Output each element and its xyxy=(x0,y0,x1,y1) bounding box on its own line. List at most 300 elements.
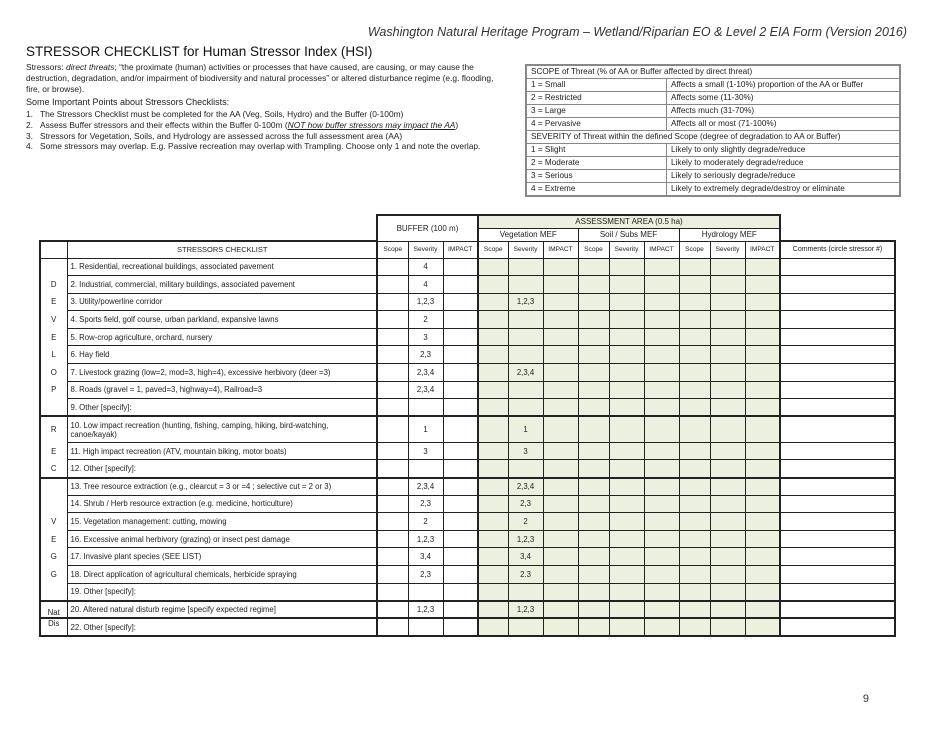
table-row xyxy=(40,328,895,346)
buffer-impact-cell xyxy=(443,530,478,548)
point-number: 4. xyxy=(26,141,33,152)
hydro-scope-cell xyxy=(679,416,710,442)
point-text: The Stressors Checklist must be completed for the AA (Veg, Soils, Hydro) and the Buffer (0-100m) xyxy=(40,109,404,119)
table-row xyxy=(40,276,895,294)
soil-scope-cell xyxy=(578,618,609,636)
veg-impact-cell xyxy=(543,566,578,584)
veg-severity-cell: 2 xyxy=(508,513,543,531)
soil-scope-cell xyxy=(578,416,609,442)
scope-row xyxy=(526,105,900,118)
hydro-severity-cell xyxy=(710,618,745,636)
soil-impact-cell xyxy=(644,478,679,496)
scope-heading-cell xyxy=(526,65,900,79)
stressor-label: 11. High impact recreation (ATV, mountain biking, motor boats) xyxy=(67,442,377,460)
buffer-scope-cell xyxy=(377,328,408,346)
buffer-scope-cell xyxy=(377,495,408,513)
scope-row-description: Affects much (31-70%) xyxy=(667,105,901,118)
soil-impact-cell xyxy=(644,583,679,601)
col-scope-header: Scope xyxy=(377,241,408,258)
veg-scope-cell xyxy=(478,460,508,478)
soil-impact-cell xyxy=(644,442,679,460)
header-spacer xyxy=(40,228,377,241)
stressor-label: 5. Row-crop agriculture, orchard, nursery xyxy=(67,328,377,346)
buffer-scope-cell xyxy=(377,416,408,442)
stressor-label: 2. Industrial, commercial, military buildings, associated pavement xyxy=(67,276,377,294)
page-title: STRESSOR CHECKLIST for Human Stressor Index (HSI) xyxy=(26,44,373,59)
veg-impact-cell xyxy=(543,495,578,513)
buffer-scope-cell xyxy=(377,346,408,364)
category-letter: L xyxy=(40,346,67,364)
header-row-1 xyxy=(40,215,895,228)
veg-impact-cell xyxy=(543,328,578,346)
soil-severity-cell xyxy=(609,399,644,417)
soil-severity-cell xyxy=(609,618,644,636)
table-row xyxy=(40,548,895,566)
veg-severity-cell xyxy=(508,328,543,346)
table-row xyxy=(40,293,895,311)
severity-row-description: Likely to seriously degrade/reduce xyxy=(667,170,901,183)
hydro-impact-cell xyxy=(745,601,780,619)
soil-scope-cell xyxy=(578,399,609,417)
header-spacer xyxy=(40,215,377,228)
category-letter: E xyxy=(40,328,67,346)
stressor-label: 6. Hay field xyxy=(67,346,377,364)
buffer-impact-cell xyxy=(443,399,478,417)
soil-impact-cell xyxy=(644,399,679,417)
table-row xyxy=(40,311,895,329)
soil-impact-cell xyxy=(644,530,679,548)
severity-row xyxy=(526,183,900,197)
hydro-impact-cell xyxy=(745,381,780,399)
stressor-label: 17. Invasive plant species (SEE LIST) xyxy=(67,548,377,566)
soil-severity-cell xyxy=(609,478,644,496)
comments-cell xyxy=(780,381,895,399)
buffer-header: BUFFER (100 m) xyxy=(377,215,478,241)
veg-impact-cell xyxy=(543,293,578,311)
severity-row-level: 4 = Extreme xyxy=(526,183,667,197)
hydro-severity-cell xyxy=(710,346,745,364)
category-letter: V xyxy=(40,311,67,329)
buffer-impact-cell xyxy=(443,293,478,311)
stressors-label: Stressors xyxy=(26,62,62,72)
soil-severity-cell xyxy=(609,328,644,346)
soil-scope-cell xyxy=(578,601,609,619)
veg-severity-cell xyxy=(508,258,543,276)
hydro-severity-cell xyxy=(710,513,745,531)
severity-row xyxy=(526,144,900,157)
hydro-impact-cell xyxy=(745,530,780,548)
veg-severity-cell xyxy=(508,399,543,417)
comments-cell xyxy=(780,328,895,346)
buffer-scope-cell xyxy=(377,442,408,460)
header-spacer-right xyxy=(780,215,895,228)
comments-header: Comments (circle stressor #) xyxy=(780,241,895,258)
comments-cell xyxy=(780,566,895,584)
comments-cell xyxy=(780,495,895,513)
soil-severity-cell xyxy=(609,460,644,478)
soil-severity-cell xyxy=(609,513,644,531)
stressor-label: 20. Altered natural disturb regime [specify expected regime] xyxy=(67,601,377,619)
veg-severity-cell xyxy=(508,276,543,294)
buffer-scope-cell xyxy=(377,513,408,531)
severity-row xyxy=(526,170,900,183)
table-row xyxy=(40,513,895,531)
category-letter xyxy=(40,399,67,417)
comments-cell xyxy=(780,416,895,442)
severity-row-description: Likely to moderately degrade/reduce xyxy=(667,157,901,170)
stressor-checklist-table xyxy=(39,214,896,637)
point-number: 3. xyxy=(26,130,33,141)
col-severity-header: Severity xyxy=(408,241,443,258)
hydro-severity-cell xyxy=(710,530,745,548)
soil-severity-cell xyxy=(609,364,644,382)
hydro-impact-cell xyxy=(745,258,780,276)
buffer-scope-cell xyxy=(377,293,408,311)
aa-header: ASSESSMENT AREA (0.5 ha) xyxy=(478,215,780,228)
hydro-scope-cell xyxy=(679,530,710,548)
soil-impact-cell xyxy=(644,416,679,442)
hydro-scope-cell xyxy=(679,601,710,619)
hydro-impact-cell xyxy=(745,328,780,346)
buffer-severity-cell: 2,3,4 xyxy=(408,364,443,382)
veg-severity-cell: 2.3 xyxy=(508,566,543,584)
buffer-impact-cell xyxy=(443,364,478,382)
veg-impact-cell xyxy=(543,311,578,329)
scope-row xyxy=(526,92,900,105)
col-scope-header: Scope xyxy=(578,241,609,258)
veg-scope-cell xyxy=(478,530,508,548)
soil-scope-cell xyxy=(578,364,609,382)
hydro-impact-cell xyxy=(745,513,780,531)
buffer-severity-cell: 2,3 xyxy=(408,566,443,584)
comments-cell xyxy=(780,530,895,548)
comments-cell xyxy=(780,583,895,601)
buffer-severity-cell: 3 xyxy=(408,442,443,460)
severity-heading-rest: within the defined Scope (degree of degradation to AA or Buffer) xyxy=(606,132,841,141)
veg-scope-cell xyxy=(478,495,508,513)
hydro-severity-cell xyxy=(710,276,745,294)
soil-severity-cell xyxy=(609,442,644,460)
veg-scope-cell xyxy=(478,399,508,417)
veg-severity-cell xyxy=(508,346,543,364)
severity-row-level: 3 = Serious xyxy=(526,170,667,183)
category-letter: E xyxy=(40,293,67,311)
hydro-severity-cell xyxy=(710,293,745,311)
soil-impact-cell xyxy=(644,258,679,276)
buffer-severity-cell xyxy=(408,460,443,478)
hydro-severity-cell xyxy=(710,328,745,346)
page-number: 9 xyxy=(862,693,869,705)
hydro-severity-cell xyxy=(710,495,745,513)
stressor-label: 22. Other [specify]: xyxy=(67,618,377,636)
hydro-scope-cell xyxy=(679,346,710,364)
buffer-impact-cell xyxy=(443,601,478,619)
buffer-severity-cell xyxy=(408,583,443,601)
veg-impact-cell xyxy=(543,399,578,417)
buffer-severity-cell: 2,3 xyxy=(408,346,443,364)
severity-row-level: 1 = Slight xyxy=(526,144,667,157)
table-row xyxy=(40,346,895,364)
hydro-scope-cell xyxy=(679,478,710,496)
hydro-severity-cell xyxy=(710,442,745,460)
hydro-severity-cell xyxy=(710,478,745,496)
veg-severity-cell: 2,3,4 xyxy=(508,364,543,382)
hydro-scope-cell xyxy=(679,276,710,294)
stressor-label: 15. Vegetation management: cutting, mowing xyxy=(67,513,377,531)
scope-heading xyxy=(526,65,900,79)
veg-impact-cell xyxy=(543,478,578,496)
veg-scope-cell xyxy=(478,601,508,619)
severity-heading-bold: SEVERITY of Threat xyxy=(531,132,607,141)
comments-cell xyxy=(780,478,895,496)
buffer-scope-cell xyxy=(377,381,408,399)
category-letter: D xyxy=(40,276,67,294)
col-scope-header: Scope xyxy=(679,241,710,258)
buffer-scope-cell xyxy=(377,548,408,566)
category-header xyxy=(40,241,67,258)
soil-impact-cell xyxy=(644,601,679,619)
buffer-scope-cell xyxy=(377,618,408,636)
hydro-impact-cell xyxy=(745,416,780,442)
hydro-scope-cell xyxy=(679,328,710,346)
buffer-impact-cell xyxy=(443,583,478,601)
stressor-label: 4. Sports field, golf course, urban parkland, expansive lawns xyxy=(67,311,377,329)
veg-scope-cell xyxy=(478,548,508,566)
hydro-scope-cell xyxy=(679,583,710,601)
scope-row xyxy=(526,118,900,131)
comments-cell xyxy=(780,311,895,329)
severity-row xyxy=(526,157,900,170)
hydro-impact-cell xyxy=(745,583,780,601)
soil-severity-cell xyxy=(609,293,644,311)
buffer-impact-cell xyxy=(443,258,478,276)
scope-row xyxy=(526,79,900,92)
hydro-severity-cell xyxy=(710,381,745,399)
buffer-severity-cell: 1,2,3 xyxy=(408,530,443,548)
veg-scope-cell xyxy=(478,258,508,276)
buffer-scope-cell xyxy=(377,258,408,276)
buffer-impact-cell xyxy=(443,495,478,513)
veg-severity-cell: 2,3,4 xyxy=(508,478,543,496)
veg-severity-cell xyxy=(508,311,543,329)
comments-cell xyxy=(780,601,895,619)
point-text: Some stressors may overlap. E.g. Passive recreation may overlap with Trampling. Choose only 1 and note the overlap. xyxy=(40,141,481,152)
table-row xyxy=(40,618,895,636)
col-severity-header: Severity xyxy=(710,241,745,258)
category-letter: G xyxy=(40,566,67,584)
category-letter: Dis xyxy=(40,618,67,636)
scope-row-level: 2 = Restricted xyxy=(526,92,667,105)
category-letter: E xyxy=(40,530,67,548)
veg-impact-cell xyxy=(543,583,578,601)
soil-severity-cell xyxy=(609,548,644,566)
hydro-scope-cell xyxy=(679,618,710,636)
stressor-label: 16. Excessive animal herbivory (grazing) or insect pest damage xyxy=(67,530,377,548)
scope-row-description: Affects all or most (71-100%) xyxy=(667,118,901,131)
buffer-scope-cell xyxy=(377,276,408,294)
point-item xyxy=(26,131,501,142)
soil-scope-cell xyxy=(578,548,609,566)
category-letter: C xyxy=(40,460,67,478)
soil-severity-cell xyxy=(609,566,644,584)
comments-cell xyxy=(780,276,895,294)
buffer-scope-cell xyxy=(377,364,408,382)
comments-cell xyxy=(780,364,895,382)
hydro-severity-cell xyxy=(710,399,745,417)
scope-severity-table xyxy=(525,64,901,197)
soil-impact-cell xyxy=(644,364,679,382)
hydro-scope-cell xyxy=(679,293,710,311)
buffer-severity-cell: 1,2,3 xyxy=(408,293,443,311)
veg-impact-cell xyxy=(543,364,578,382)
hydro-impact-cell xyxy=(745,548,780,566)
veg-severity-cell: 1,2,3 xyxy=(508,530,543,548)
buffer-severity-cell: 2,3,4 xyxy=(408,478,443,496)
scope-row-level: 4 = Pervasive xyxy=(526,118,667,131)
point-item xyxy=(26,141,501,152)
veg-scope-cell xyxy=(478,276,508,294)
buffer-severity-cell: 2,3 xyxy=(408,495,443,513)
category-letter xyxy=(40,583,67,601)
table-row xyxy=(40,530,895,548)
buffer-impact-cell xyxy=(443,328,478,346)
veg-scope-cell xyxy=(478,364,508,382)
soil-scope-cell xyxy=(578,293,609,311)
hydro-impact-cell xyxy=(745,566,780,584)
veg-scope-cell xyxy=(478,381,508,399)
soil-scope-cell xyxy=(578,328,609,346)
intro-section xyxy=(26,62,501,152)
stressors-header: STRESSORS CHECKLIST xyxy=(67,241,377,258)
veg-severity-cell: 3,4 xyxy=(508,548,543,566)
buffer-severity-cell: 3 xyxy=(408,328,443,346)
comments-cell xyxy=(780,618,895,636)
hydro-severity-cell xyxy=(710,566,745,584)
buffer-severity-cell: 4 xyxy=(408,276,443,294)
buffer-scope-cell xyxy=(377,399,408,417)
severity-heading-cell xyxy=(526,131,900,144)
soil-scope-cell xyxy=(578,478,609,496)
table-row xyxy=(40,495,895,513)
buffer-impact-cell xyxy=(443,416,478,442)
buffer-severity-cell: 2 xyxy=(408,311,443,329)
veg-scope-cell xyxy=(478,513,508,531)
soil-scope-cell xyxy=(578,566,609,584)
buffer-severity-cell: 3,4 xyxy=(408,548,443,566)
comments-cell xyxy=(780,258,895,276)
comments-cell xyxy=(780,293,895,311)
veg-scope-cell xyxy=(478,328,508,346)
soil-impact-cell xyxy=(644,566,679,584)
hydro-scope-cell xyxy=(679,311,710,329)
table-row xyxy=(40,478,895,496)
hydro-severity-cell xyxy=(710,364,745,382)
soil-severity-cell xyxy=(609,381,644,399)
soil-impact-cell xyxy=(644,276,679,294)
veg-scope-cell xyxy=(478,346,508,364)
soil-impact-cell xyxy=(644,328,679,346)
veg-scope-cell xyxy=(478,442,508,460)
header-spacer-right xyxy=(780,228,895,241)
soil-scope-cell xyxy=(578,276,609,294)
veg-severity-cell xyxy=(508,460,543,478)
table-row xyxy=(40,381,895,399)
buffer-scope-cell xyxy=(377,583,408,601)
buffer-impact-cell xyxy=(443,478,478,496)
hydro-header: Hydrology MEF xyxy=(679,228,780,241)
hydro-scope-cell xyxy=(679,399,710,417)
hydro-scope-cell xyxy=(679,364,710,382)
hydro-impact-cell xyxy=(745,276,780,294)
col-impact-header: IMPACT xyxy=(644,241,679,258)
document-header: Washington Natural Heritage Program – Wetland/Riparian EO & Level 2 EIA Form (Version 2016) xyxy=(367,25,907,39)
soil-impact-cell xyxy=(644,548,679,566)
stressor-label: 1. Residential, recreational buildings, associated pavement xyxy=(67,258,377,276)
col-impact-header: IMPACT xyxy=(543,241,578,258)
buffer-severity-cell xyxy=(408,618,443,636)
hydro-impact-cell xyxy=(745,346,780,364)
soil-impact-cell xyxy=(644,460,679,478)
soil-severity-cell xyxy=(609,583,644,601)
buffer-severity-cell xyxy=(408,399,443,417)
stressor-label: 19. Other [specify]: xyxy=(67,583,377,601)
buffer-scope-cell xyxy=(377,566,408,584)
table-row xyxy=(40,399,895,417)
buffer-impact-cell xyxy=(443,381,478,399)
category-letter xyxy=(40,258,67,276)
stressor-label: 18. Direct application of agricultural chemicals, herbicide spraying xyxy=(67,566,377,584)
hydro-scope-cell xyxy=(679,460,710,478)
scope-row-description: Affects some (11-30%) xyxy=(667,92,901,105)
veg-scope-cell xyxy=(478,293,508,311)
veg-scope-cell xyxy=(478,478,508,496)
comments-cell xyxy=(780,460,895,478)
veg-impact-cell xyxy=(543,381,578,399)
soil-scope-cell xyxy=(578,258,609,276)
point-number: 2. xyxy=(26,119,33,130)
veg-impact-cell xyxy=(543,601,578,619)
table-row xyxy=(40,566,895,584)
point-emphasis: NOT how buffer stressors may impact the AA xyxy=(287,119,456,130)
veg-scope-cell xyxy=(478,583,508,601)
buffer-impact-cell xyxy=(443,442,478,460)
soil-impact-cell xyxy=(644,293,679,311)
stressor-label: 3. Utility/powerline corridor xyxy=(67,293,377,311)
veg-impact-cell xyxy=(543,442,578,460)
soil-header: Soil / Subs MEF xyxy=(578,228,679,241)
veg-impact-cell xyxy=(543,258,578,276)
severity-row-description: Likely to only slightly degrade/reduce xyxy=(667,144,901,157)
scope-row-description: Affects a small (1-10%) proportion of the AA or Buffer xyxy=(667,79,901,92)
soil-severity-cell xyxy=(609,311,644,329)
col-scope-header: Scope xyxy=(478,241,508,258)
category-letter: G xyxy=(40,548,67,566)
category-letter: R xyxy=(40,416,67,442)
buffer-impact-cell xyxy=(443,276,478,294)
soil-impact-cell xyxy=(644,513,679,531)
hydro-severity-cell xyxy=(710,583,745,601)
buffer-scope-cell xyxy=(377,478,408,496)
soil-severity-cell xyxy=(609,346,644,364)
veg-impact-cell xyxy=(543,346,578,364)
buffer-severity-cell: 2 xyxy=(408,513,443,531)
buffer-severity-cell: 4 xyxy=(408,258,443,276)
stressors-definition: Stressors: direct threats; “the proximate (human) activities or processes that have caused, are causing, or may cause the destruction, degradation, and/or impairment of biodiversity and natural processes” or altered disturbance regime (e.g. flooding, fire, or browse). xyxy=(26,62,494,94)
buffer-impact-cell xyxy=(443,311,478,329)
hydro-scope-cell xyxy=(679,258,710,276)
stressor-label: 14. Shrub / Herb resource extraction (e.g. medicine, horticulture) xyxy=(67,495,377,513)
soil-scope-cell xyxy=(578,346,609,364)
